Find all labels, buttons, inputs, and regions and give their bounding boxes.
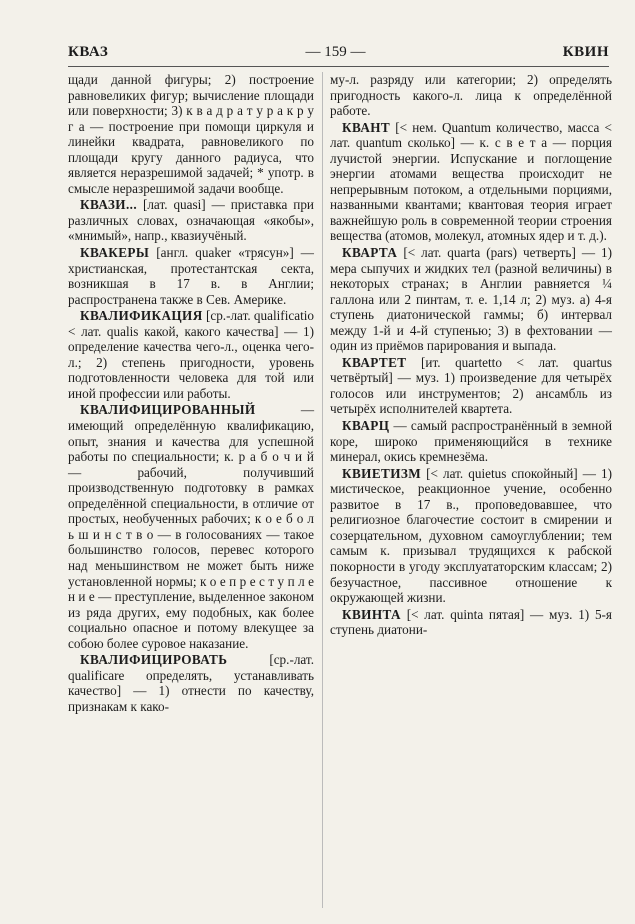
entry-text: — имеющий определённую квалификацию, опыт, знания и качества для успешной работы по специальности; к. р а б о ч и й — рабочий, получивший производственную подготовку в рамках определённой специальности, в отличие от простых, необученных рабочих; к о е б о л ь ш и н с т в о — в голосованиях — такое большинство голосов, перевес которого над меньшинством не может быть ниже установленной нормы; к о е п р е с т у п л е н и е — преступление, выделенное законом из ряда других, ему подобных, как более социально опасное и потому влекущее за собою более суровое наказание. (68, 402, 314, 651)
entry-text: [< лат. quinta пятая] — муз. 1) 5-я ступень диатони- (330, 606, 612, 638)
entry-text: [ит. quartetto < лат. quartus четвёртый] — муз. 1) произведение для четырёх голосов или инструментов; 2) ансамбль из четырёх исполнителей квартета. (330, 354, 612, 417)
header-right-guideword: КВИН (562, 44, 609, 60)
dictionary-entry (68, 245, 314, 307)
header-left-guideword: КВАЗ (68, 44, 109, 60)
headword: КВАРЦ (342, 418, 390, 434)
headword: КВИЕТИЗМ (342, 465, 422, 481)
headword: КВАЗИ... (80, 197, 138, 213)
headword: КВАНТ (342, 119, 391, 135)
entry-text: [< нем. Quantum количество, масса < лат. quantum сколько] — к. с в е т а — порция лучистой энергии. Испускание и поглощение энергии атомами вещества происходит не непрерывным потоком, а отдельными порциями, названными квантами; квантовая теория играет важнейшую роль в современной теории строения вещества (атомов, молекул, атомных ядер и т. д.). (330, 119, 612, 244)
entry-text: — самый распространённый в земной коре, широко применяющийся в технике минерал, окись кремнезёма. (330, 418, 612, 465)
headword: КВАРТА (342, 245, 398, 261)
entry-text: му-л. разряду или категории; 2) определять пригодность какого-л. лица к определённой работе. (330, 72, 612, 119)
entry-text: [ср.-лат. qualificatio < лат. qualis какой, какого качества] — 1) определение качества чего-л., оценка чего-л.; 2) степень пригодности, уровень подготовленности человека для той или иной профессии или работы. (68, 308, 314, 401)
continued-text (68, 72, 314, 196)
dictionary-entry (330, 120, 612, 244)
headword: КВАРТЕТ (342, 354, 407, 370)
entry-text: [< лат. quietus спокойный] — 1) мистическое, реакционное учение, особенно развитое в 17 в., проповедовавшее, что религиозное благочестие состоит в смирении и созерцательном, духовном самоуглублении; тем самым к. призывал трудящихся к рабской покорности в угоду эксплуататорским классам; 2) безучастное, пассивное отношение к окружающей жизни. (330, 465, 612, 606)
entry-text: [англ. quaker «трясун»] — христианская, протестантская секта, возникшая в 17 в. в Англии; распространена также в Сев. Америке. (68, 245, 314, 307)
dictionary-entry (330, 355, 612, 417)
page-number: — 159 — (305, 44, 366, 60)
dictionary-entry (68, 308, 314, 401)
right-column (330, 72, 612, 638)
header-rule (68, 66, 609, 67)
headword: КВАКЕРЫ (80, 245, 150, 261)
headword: КВИНТА (342, 606, 401, 622)
dictionary-entry (68, 402, 314, 651)
continued-text (330, 72, 612, 119)
column-divider (322, 72, 323, 908)
headword: КВАЛИФИЦИРОВАННЫЙ (80, 402, 256, 418)
dictionary-entry (330, 607, 612, 638)
dictionary-entry (68, 197, 314, 244)
dictionary-entry (330, 418, 612, 465)
dictionary-entry (68, 652, 314, 714)
entry-text: [ср.-лат. qualificare определять, устанавливать качество] — 1) отнести по качеству, признакам к како- (68, 652, 314, 714)
headword: КВАЛИФИЦИРОВАТЬ (80, 652, 228, 668)
entry-text: [< лат. quarta (pars) четверть] — 1) мера сыпучих и жидких тел (разной величины) в некоторых странах; в Англии равняется ¼ галлона или 2 пинтам, т. е. 1,14 л; 2) муз. а) 4-я ступень диатонической гаммы; б) интервал между 1-й и 4-й ступенью; 3) в фехтовании — один из приёмов парирования и выпада. (330, 245, 612, 354)
entry-text: [лат. quasi] — приставка при различных словах, означающая «якобы», «мнимый», напр., квазиучёный. (68, 197, 314, 244)
entry-text: щади данной фигуры; 2) построение равновеликих фигур; вычисление площади или поверхности; 3) к в а д р а т у р а к р у г а — построение при помощи циркуля и линейки квадрата, равновеликого по площади кругу данного радиуса, что является неразрешимой задачей; * употр. в смысле неразрешимой задачи вообще. (68, 72, 314, 196)
left-column (68, 72, 314, 714)
dictionary-entry (330, 245, 612, 354)
running-header (68, 44, 609, 64)
dictionary-entry (330, 466, 612, 606)
headword: КВАЛИФИКАЦИЯ (80, 308, 203, 324)
